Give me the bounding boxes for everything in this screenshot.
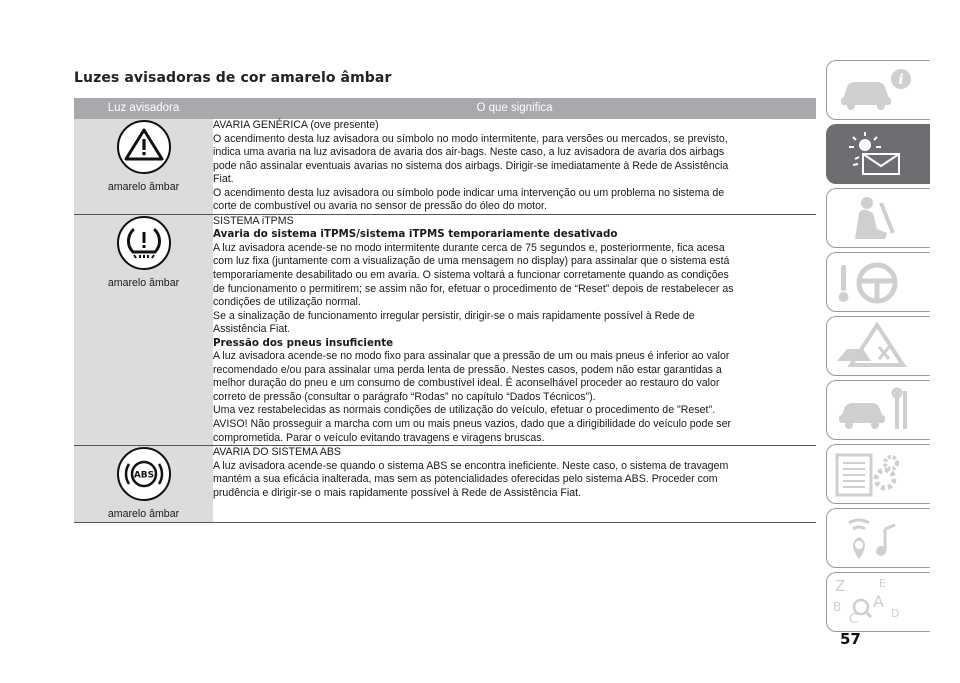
description-line: com luz fixa (juntamente com a visualização de uma mensagem no display) para assinalar que o sistema está [213, 255, 730, 268]
index-letter: B [833, 600, 842, 614]
meaning-cell [213, 119, 816, 214]
tab-index[interactable] [826, 572, 930, 632]
description-line: recomendado e/ou para assinalar uma perda lenta de pressão. Nestes casos, podem não estar garantidas a [213, 363, 722, 376]
description-line: A luz avisadora acende-se quando o sistema ABS se encontra ineficiente. Neste caso, o sistema de travagem [213, 459, 729, 472]
technical-data-icon [833, 449, 923, 499]
index-letter: C [849, 612, 859, 627]
tab-safety[interactable] [826, 188, 930, 248]
description-line: Fiat. [213, 173, 234, 186]
description-line: de funcionamento o permitirem; se assim não for, efetuar o procedimento de “Reset” depois de restabelecer as [213, 282, 734, 295]
breakdown-triangle-icon [833, 321, 923, 371]
table-header-row [74, 98, 816, 119]
index-letter: Z [835, 577, 846, 595]
seat-safety-icon [833, 193, 923, 243]
description-line: pode não assinalar eventuais avarias no sistema dos airbags. Dirigir-se imediatamente à Rede de Assistência [213, 159, 729, 172]
description-line: SISTEMA iTPMS [213, 214, 294, 227]
description-line: AVARIA GENÉRICA (ove presente) [213, 119, 379, 131]
description-line: corte de combustível ou avaria no sensor de pressão do óleo do motor. [213, 200, 547, 213]
tab-car-info[interactable] [826, 60, 930, 120]
description-heading: Pressão dos pneus insuficiente [213, 336, 394, 349]
steering-wheel-key-icon [833, 257, 923, 307]
table-row [74, 119, 816, 214]
description-line: Assistência Fiat. [213, 323, 291, 336]
tab-maintenance[interactable] [826, 380, 930, 440]
description-line: mantém a sua eficácia inalterada, mas sem as potencialidades oferecidas pelo sistema ABS. Proceder com [213, 473, 718, 486]
index-letter: A [873, 592, 884, 611]
column-header-light: Luz avisadora [74, 98, 213, 119]
description-line: Uma vez restabelecidas as normais condições de utilização do veículo, efetuar o procedimento de "Reset". [213, 404, 716, 417]
warning-lights-table [74, 98, 816, 523]
description-line: A luz avisadora acende-se no modo intermitente durante cerca de 75 segundos e, posteriormente, fica acesa [213, 241, 725, 254]
multimedia-icon [833, 513, 923, 563]
tab-starting-driving[interactable] [826, 252, 930, 312]
car-maintenance-icon [833, 385, 923, 435]
section-title: Luzes avisadoras de cor amarelo âmbar [74, 70, 392, 86]
index-letters-icon [833, 577, 923, 627]
index-letter: E [879, 577, 886, 590]
description-line: AVARIA DO SISTEMA ABS [213, 446, 341, 459]
meaning-cell [213, 446, 816, 523]
description-line: AVISO! Não prosseguir a marcha com um ou mais pneus vazios, dado que a dirigibilidade do veículo pode ser [213, 418, 732, 431]
description-line: indica uma avaria na luz avisadora de avaria dos air-bags. Neste caso, a luz avisadora de avaria dos airbags [213, 146, 725, 159]
warning-light-message-icon [833, 129, 923, 179]
description-line: comprometida. Parar o veículo evitando travagens e viragens bruscas. [213, 431, 545, 444]
light-color-label: amarelo âmbar [107, 508, 180, 521]
table-row [74, 214, 816, 445]
description-line: A luz avisadora acende-se no modo fixo para assinalar que a pressão de um ou mais pneus é inferior ao valor [213, 350, 730, 363]
description-line: melhor duração do pneu e um consumo de combustível ideal. É aconselhável proceder ao restauro do valor [213, 377, 720, 390]
table-row [74, 446, 816, 523]
description-heading: Avaria do sistema iTPMS/sistema iTPMS temporariamente desativado [213, 228, 618, 241]
description-line: temporariamente desabilitado ou em avaria. O sistema voltará a funcionar corretamente quando as condições [213, 269, 729, 282]
tire-pressure-warning-icon [116, 215, 172, 271]
description-line: prudência e dirigir-se o mais rapidamente possível à Rede de Assistência Fiat. [213, 486, 582, 499]
icon-cell [74, 446, 213, 523]
tab-warning-lights[interactable] [826, 124, 930, 184]
description-line: O acendimento desta luz avisadora ou símbolo pode indicar uma intervenção ou um problema no sistema de [213, 186, 725, 199]
tab-technical-data[interactable] [826, 444, 930, 504]
light-color-label: amarelo âmbar [107, 276, 180, 289]
index-letter: D [891, 607, 900, 620]
page-number: 57 [840, 630, 861, 648]
abs-warning-icon [116, 446, 172, 502]
icon-cell [74, 119, 213, 214]
car-info-icon [833, 65, 923, 115]
tab-emergency[interactable] [826, 316, 930, 376]
icon-cell [74, 214, 213, 445]
description-line: Se a sinalização de funcionamento irregular persistir, dirigir-se o mais rapidamente possível à Rede de [213, 309, 695, 322]
description-line: correto de pressão (consultar o parágrafo “Rodas” no capítulo “Dados Técnicos”). [213, 390, 596, 403]
tab-multimedia[interactable] [826, 508, 930, 568]
general-warning-triangle-icon [116, 119, 172, 175]
meaning-cell [213, 214, 816, 445]
svg-text:i: i [898, 72, 904, 88]
column-header-meaning: O que significa [213, 98, 816, 119]
description-line: O acendimento desta luz avisadora ou símbolo no modo intermitente, para versões ou mercados, se previsto, [213, 132, 728, 145]
abs-icon-text: ABS [133, 470, 154, 481]
description-line: condições de utilização normal. [213, 296, 361, 309]
light-color-label: amarelo âmbar [107, 181, 180, 193]
